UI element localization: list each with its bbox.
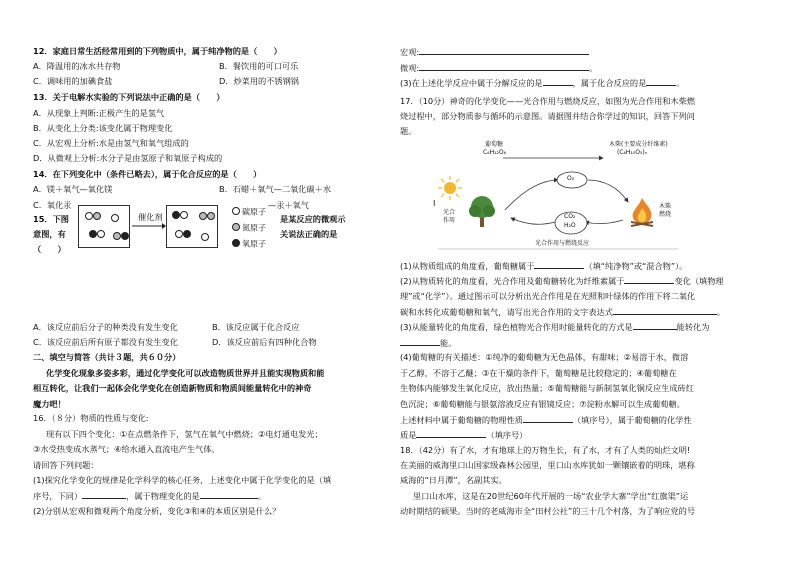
q16-macro-line: 宏观:: [400, 47, 589, 56]
q17-part4-3: 生物体内能够发生氧化反应，放出热量；⑤葡萄糖能与新制氢氧化铜反应生成砖红: [400, 383, 694, 393]
co2-label: CO₂: [564, 213, 576, 220]
h2o-label: H₂O: [564, 222, 576, 229]
q17-part4-1: (4)葡萄糖的有关描述：①纯净的葡萄糖为无色晶体，有甜味；②易溶于水，微溶: [400, 352, 689, 362]
tree-icon: [465, 194, 499, 228]
molecule-atom: [93, 212, 101, 220]
product-box: [166, 205, 218, 248]
molecule-atom: [183, 230, 191, 238]
sun-icon: [438, 176, 462, 200]
answer-blank[interactable]: [633, 322, 677, 330]
q12-stem: 12．家庭日常生活经常用到的下列物质中，属于纯净物的是（ ）: [33, 46, 282, 56]
answer-blank[interactable]: [613, 307, 717, 315]
q16-line-2: ③水受热变成水蒸气；④给水通入直流电产生气体。: [33, 444, 220, 454]
reactant-box: [78, 205, 130, 248]
answer-blank[interactable]: [543, 78, 573, 86]
answer-blank[interactable]: [400, 338, 440, 346]
q13-option-b: B．从变化上分类:该变化属于物理变化: [33, 123, 173, 133]
q17-part2-b: 理”或“化学”）。通过图示可以分析出光合作用是在光照和叶绿体的作用下将二氧化: [400, 291, 696, 301]
roman-label: I: [433, 199, 436, 208]
q17-intro-1: 17．（10分）神奇的化学变化——光合作用与燃烧反应，如图为光合作用和木柴燃: [400, 96, 696, 106]
nitrogen-atom-icon: [232, 223, 240, 231]
legend-carbon: 碳原子: [232, 208, 266, 217]
q18-line-4: 里口山水库，这是在20世纪60年代开展的一场“农业学大寨”学出“红旗渠”运: [413, 491, 689, 501]
q17-part4-5: 上述材料中属于葡萄糖的物理性质 （填序号），属于葡萄糖的化学性: [400, 415, 692, 425]
q15-text-1: 15．下图: [33, 214, 69, 224]
molecule-atom: [199, 212, 207, 220]
diagram-caption: 光合作用与燃烧反应: [535, 240, 590, 247]
answer-blank[interactable]: [419, 63, 589, 71]
q17-part2-a: (2)从物质转化的角度看，光合作用及葡萄糖转化为纤维素属于 变化（填物理: [400, 276, 724, 286]
q13-option-a: A．从现象上判断:正极产生的是氢气: [33, 108, 165, 118]
answer-blank[interactable]: [416, 430, 486, 438]
molecule-atom: [201, 233, 209, 241]
reaction-arrow: [132, 222, 166, 230]
photosynthesis-label-2: 作用: [443, 217, 456, 224]
molecule-atom: [207, 212, 215, 220]
answer-blank[interactable]: [82, 491, 126, 499]
q12-option-c: C．调味用的加碘食盐: [33, 76, 113, 86]
carbon-atom-icon: [232, 207, 240, 215]
q16-line-3: 请回答下列问题：: [33, 460, 99, 470]
answer-blank[interactable]: [624, 276, 674, 284]
q17-part4-2: 于乙醇，不溶于乙醚；③在干燥的条件下，葡萄糖是比较稳定的；④葡萄糖在: [400, 368, 677, 378]
q14-option-a: A．镁＋氧气—氧化镁: [33, 184, 113, 194]
q12-option-a: A．降温用的冰水共存物: [33, 61, 121, 71]
q13-option-d: D．从微观上分析:水分子是由氢原子和氧原子构成的: [33, 153, 223, 163]
q13-stem: 13．关于电解水实验的下列说法中正确的是（ ）: [33, 92, 225, 102]
right-column: [397, 0, 794, 561]
answer-blank[interactable]: [646, 78, 676, 86]
q15-option-d: D．该反应前后有四种化合物: [212, 337, 317, 347]
answer-blank[interactable]: [523, 415, 573, 423]
cellulose-formula: (C₆H₁₀O₅)ₙ: [617, 149, 648, 156]
q15-text-right-2: 关说法正确的是: [280, 229, 338, 239]
q16-part3: (3)在上述化学反应中属于分解反应的是 ，属于化合反应的是 。: [400, 78, 685, 88]
q17-part2-c: 碳和水转化成葡萄糖和氧气，请写出光合作用的文字表达式 。: [400, 307, 726, 317]
q16-line-5: 序号，下同） ，属于物理变化的是 。: [33, 491, 267, 501]
molecule-atom: [113, 232, 121, 240]
fire-icon: [627, 196, 657, 228]
molecule-atom: [85, 212, 93, 220]
catalyst-label: 催化剂: [138, 212, 163, 222]
q17-part3-a: (3)从能量转化的角度看，绿色植物光合作用时能量转化的方式是 能转化为: [400, 322, 710, 332]
q15-option-a: A．该反应前后分子的种类没有发生变化: [33, 322, 178, 332]
photosynthesis-diagram: [433, 140, 683, 255]
q14-option-d: —汞＋氧气: [268, 200, 309, 210]
molecule-atom: [111, 214, 119, 222]
q16-line-1: 现有以下四个变化：①在点燃条件下，氢气在氧气中燃烧；②电灯通电发光；: [46, 429, 323, 439]
molecule-atom: [97, 230, 105, 238]
molecule-atom: [89, 230, 97, 238]
section2-heading: 二、填空与简答（共计３题，共６０分）: [33, 352, 181, 362]
oxygen-atom-icon: [232, 239, 240, 247]
section2-intro-3: 魔力吧！: [33, 399, 66, 409]
q17-intro-2: 烧过程中，部分物质参与循环的示意图。请据图并结合你学过的知识，回答下列问: [400, 111, 695, 121]
molecule-atom: [175, 230, 183, 238]
o2-label: O₂: [567, 175, 575, 182]
q12-option-b: B．餐饮用的可口可乐: [219, 61, 299, 71]
q16-line-6: (2)分别从宏观和微观两个角度分析，变化③和④的本质区别是什么？: [33, 506, 281, 516]
burning-label-1: 木柴: [659, 203, 672, 210]
burning-label-2: 燃烧: [659, 211, 672, 218]
answer-blank[interactable]: [534, 261, 584, 269]
q16-micro-line: 微观: 。: [400, 63, 598, 73]
q17-part4-6: 质是 （填序号）: [400, 430, 528, 440]
q18-line-3: 威海的“日月潭”，名副其实。: [400, 475, 507, 485]
q18-line-2: 在美丽的威海里口山国家级森林公园里，里口山水库犹如一颗镶嵌着的明珠，堪称: [400, 460, 695, 470]
q15-option-b: B．该反应属于化合反应: [212, 322, 300, 332]
answer-blank[interactable]: [419, 47, 589, 55]
molecule-atom: [121, 232, 129, 240]
q13-option-c: C．从宏观上分析:水是由氢气和氧气组成的: [33, 138, 189, 148]
legend-oxygen: 氧原子: [232, 240, 266, 249]
q12-option-d: D．炒菜用的不锈钢锅: [219, 76, 299, 86]
q15-text-right-1: 是某反应的微观示: [280, 214, 346, 224]
section2-intro-1: 化学变化现象多姿多彩，通过化学变化可以改造物质世界并且能实现物质和能: [46, 368, 325, 378]
answer-blank[interactable]: [200, 491, 258, 499]
glucose-formula: C₆H₁₂O₆: [483, 149, 507, 156]
q14-option-c: C．氧化汞: [33, 200, 72, 210]
q15-text-3: （ ）: [33, 244, 66, 254]
photosynthesis-label-1: 光合: [443, 209, 456, 216]
q14-stem: 14．在下列变化中（条件已略去），属于化合反应的是（ ）: [33, 169, 262, 179]
q16-line-4: (1)探究化学变化的规律是化学科学的核心任务，上述变化中属于化学变化的是（填: [33, 475, 332, 485]
q14-option-b: B．石蜡＋氧气—二氧化碳＋水: [219, 184, 332, 194]
molecule-atom: [180, 211, 188, 219]
q18-line-1: 18．（42分）有了水，才有地球上的万物生长，有了水，才有了人类的灿烂文明!: [400, 445, 691, 455]
section2-intro-2: 相互转化，让我们一起体会化学变化在创造新物质和物质间能量转化中的神奇: [33, 383, 312, 393]
glucose-name: 葡萄糖: [485, 141, 504, 148]
q15-text-2: 意图，有: [33, 229, 66, 239]
q17-intro-3: 题。: [400, 126, 417, 136]
q17-part4-4: 色沉淀；⑥葡萄糖能与银氨溶液反应有银镜反应；⑦淀粉水解可以生成葡萄糖。: [400, 399, 685, 409]
q16-stem: 16．（８分）物质的性质与变化:: [33, 413, 149, 423]
cellulose-name: 木柴(主要成分纤维素): [609, 141, 668, 148]
q17-part3-b: 能。: [400, 338, 456, 347]
q17-part1: (1)从物质组成的角度看，葡萄糖属于 （填“纯净物”或“混合物”）。: [400, 261, 688, 271]
legend-nitrogen: 氮原子: [232, 224, 266, 233]
molecule-atom: [172, 211, 180, 219]
q18-line-5: 动时期结的硕果。当时的老威海市全“田村公社”的三十几个村落，为了响应党的号: [400, 506, 696, 516]
q15-option-c: C．该反应前后所有原子都没有发生变化: [33, 337, 178, 347]
